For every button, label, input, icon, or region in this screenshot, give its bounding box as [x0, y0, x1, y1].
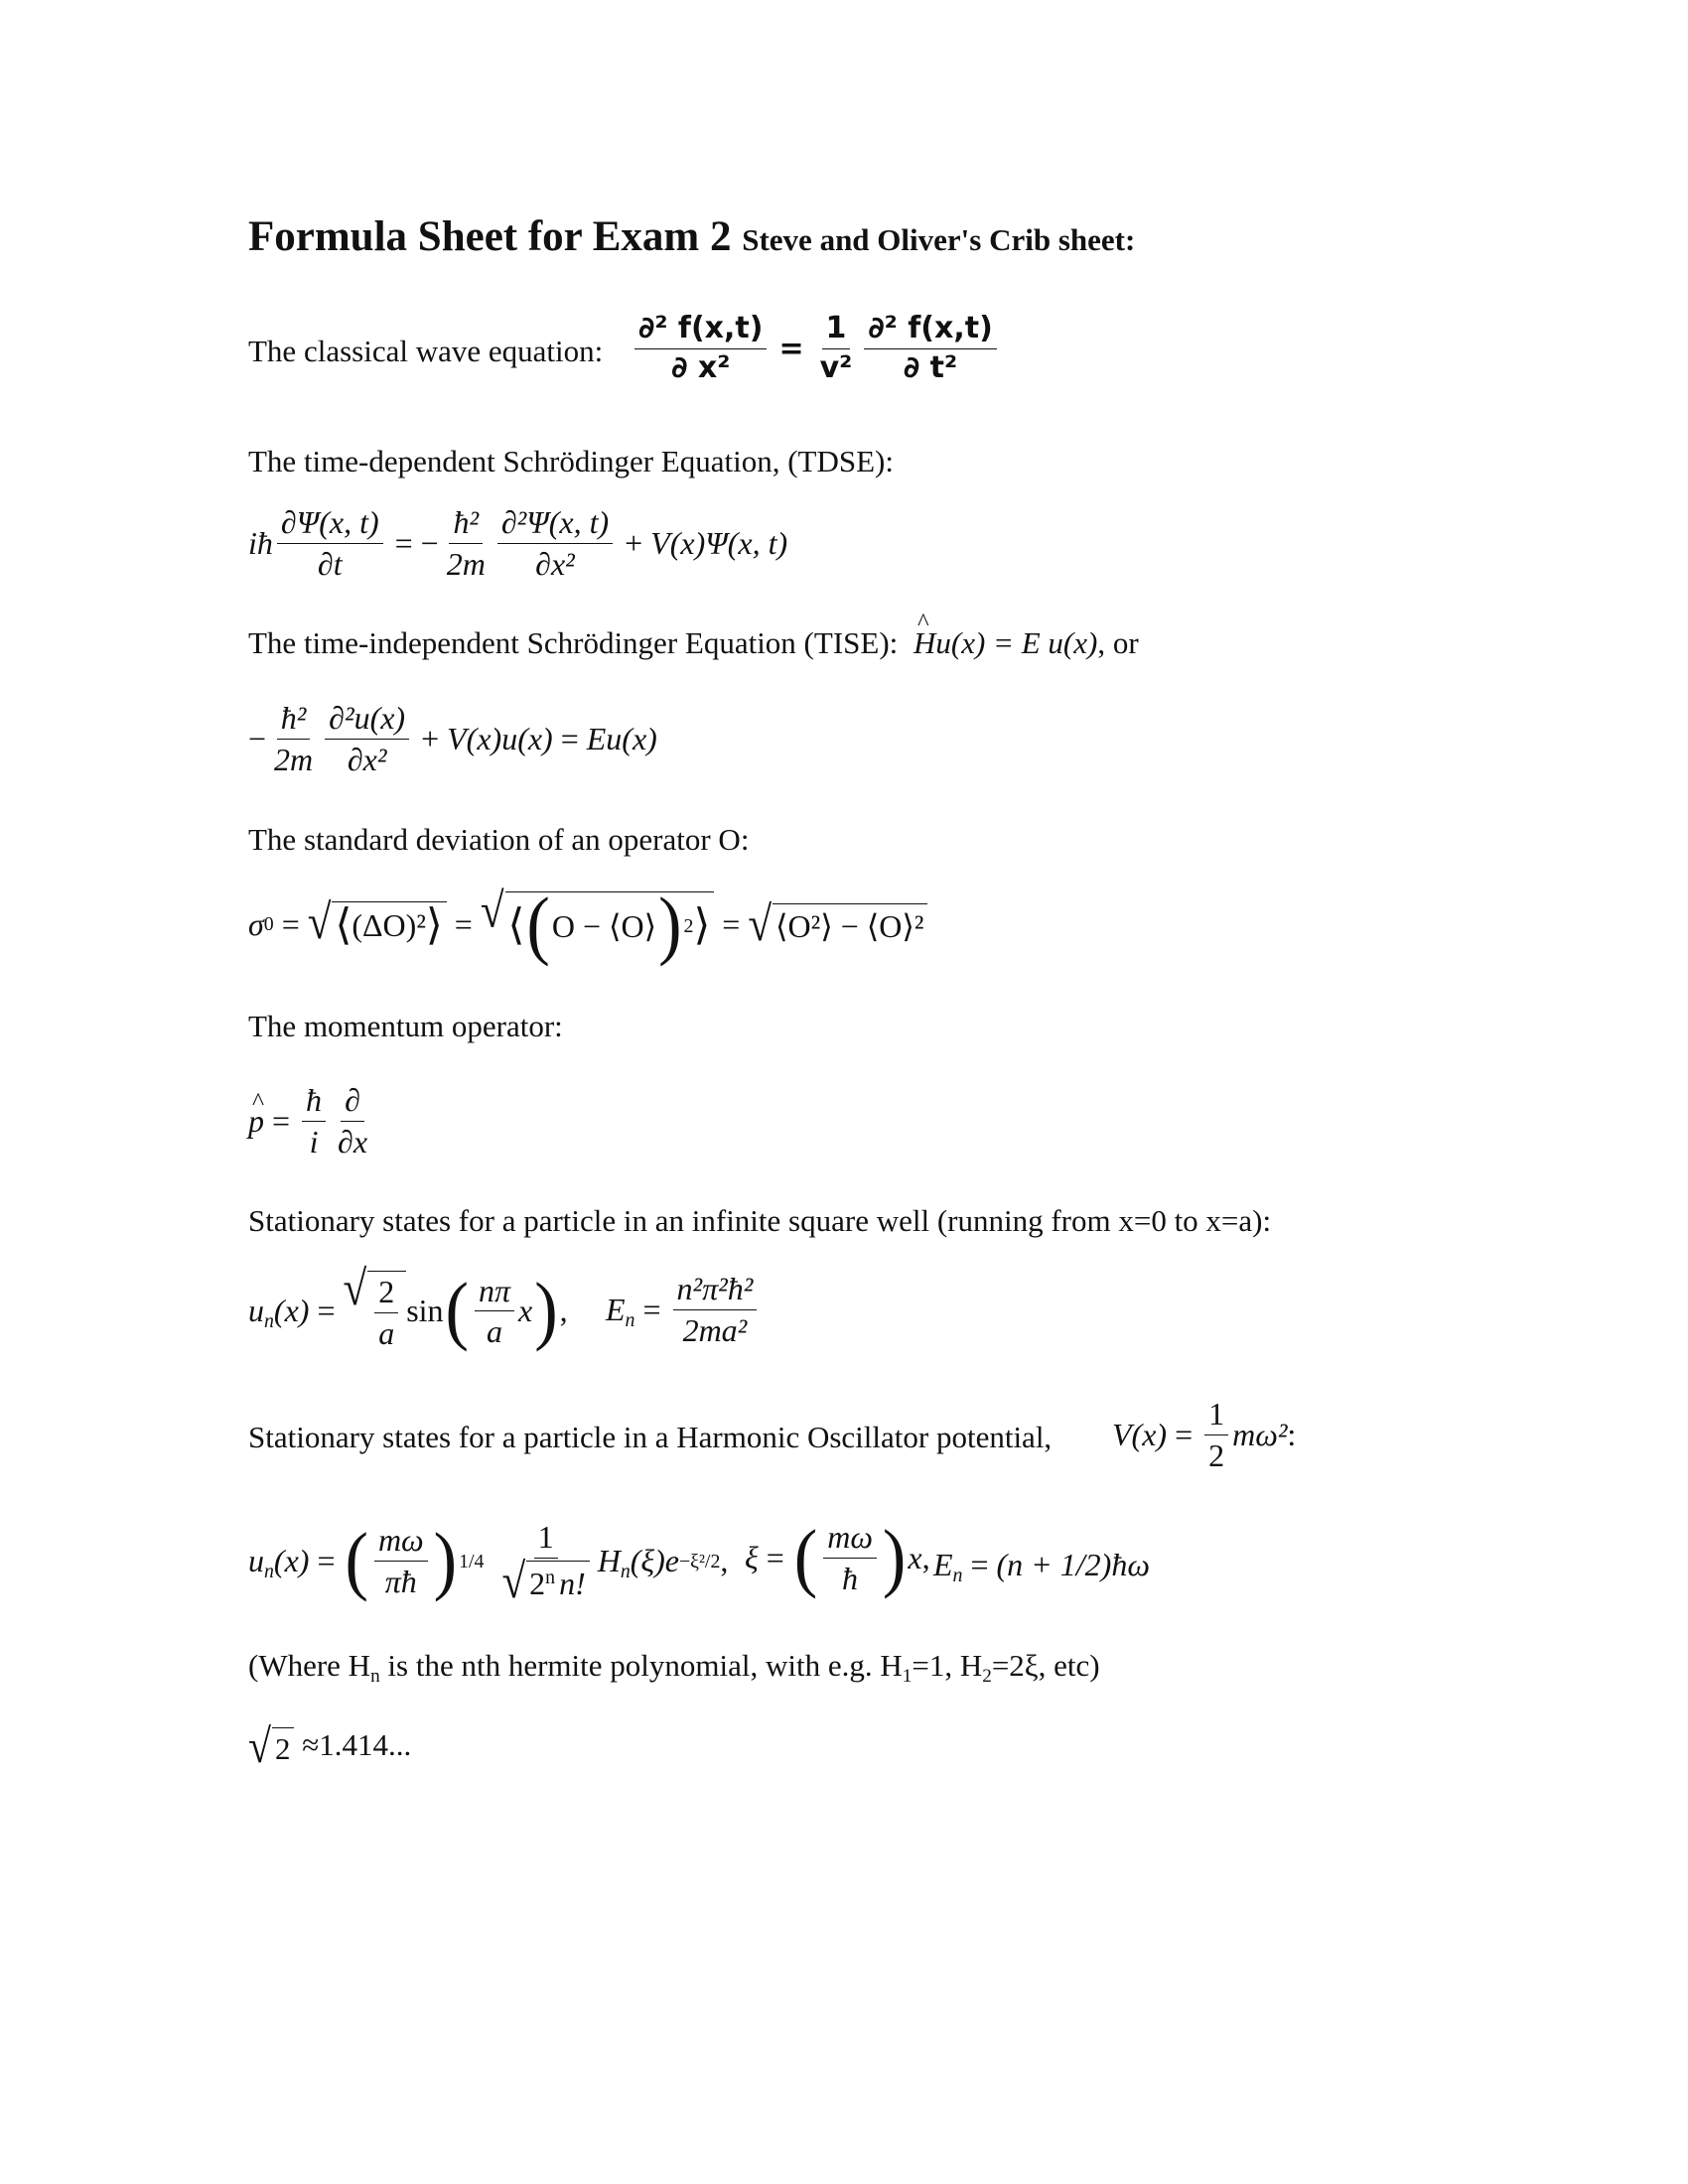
- page-title: [248, 212, 1135, 261]
- ho-xi: ξ = ( $\frac{m\omega}{ħ}$ ) x ,: [745, 1514, 930, 1600]
- std-dev-equation: σ 0 = √ ⟨ (ΔO)² ⟩ = √ ⟨ ( O − ⟨O⟩ ) 2 ⟩ = √ ⟨O²⟩ − ⟨O⟩²: [248, 891, 927, 957]
- sqrt2-value: ≈1.414...: [302, 1727, 412, 1763]
- tise-suffix: , or: [1097, 625, 1139, 660]
- momentum-label: The momentum operator:: [248, 1009, 563, 1043]
- tdse-equation: iħ $\frac{\partial\Psi(x, t)}{\partial t}$ = − $\frac{\text{ħ²}}{2m}$ $\frac{\text{∂²Ψ(x, t)}}{\text{∂x²}}$ + V(x)Ψ(x, t): [248, 504, 788, 582]
- isw-energy: $E_n$ = $\frac{\text{n²π²ħ²}}{\text{2ma²}}$: [606, 1271, 761, 1349]
- tdse-label: The time-dependent Schrödinger Equation, (TDSE):: [248, 444, 894, 478]
- tise-equation: − $\frac{\text{ħ²}}{2m}$ $\frac{\text{∂²u(x)}}{\text{∂x²}}$ + V(x)u(x) = Eu(x): [248, 700, 657, 777]
- subtitle-text: Steve and Oliver's Crib sheet:: [742, 222, 1136, 257]
- ho-wavefunction: $u_n(x)$ = ( $\frac{m\omega}{\pi ħ}$ ) 1/4 1 √ 2$^n$ n! $H_n(\xi)e$ −ξ²/2 ,: [248, 1517, 729, 1609]
- ho-label: Stationary states for a particle in a Harmonic Oscillator potential,: [248, 1420, 1053, 1454]
- h2-sub: 2: [982, 1665, 992, 1687]
- hermite-sub-n: n: [370, 1665, 380, 1687]
- title-text: Formula Sheet for Exam 2: [248, 213, 732, 260]
- h1-value: =1, H: [912, 1648, 983, 1683]
- hermite-note: [248, 1648, 1100, 1687]
- tise-label: The time-independent Schrödinger Equation (TISE):: [248, 625, 899, 660]
- h1-sub: 1: [902, 1665, 913, 1687]
- ho-energy: $E_n$ = (n + 1/2)ħω: [933, 1547, 1150, 1586]
- sqrt2-approx: √ 2 ≈1.414...: [248, 1720, 412, 1774]
- momentum-equation: ^ p = $\frac{ħ}{i}$ $\frac{\partial}{\partial x}$: [248, 1082, 375, 1160]
- hermite-note-text: (Where H: [248, 1648, 371, 1683]
- isw-label: Stationary states for a particle in an infinite square well (running from x=0 to x=a):: [248, 1203, 1272, 1238]
- std-dev-label: The standard deviation of an operator O:: [248, 822, 750, 857]
- ho-potential: V(x) = $\frac{1}{2}$ mω² :: [1112, 1396, 1297, 1473]
- classical-wave-equation: $\frac{\text{∂² f(x,t)}}{\text{∂ x²}}$ = $\frac{1}{\text{v²}}$ $\frac{\text{∂² f(x,t)}}{\text{∂ t²}}$: [631, 312, 1001, 385]
- h2-value: =2ξ, etc): [991, 1648, 1100, 1683]
- isw-wavefunction: $u_n(x)$ = √ $\frac{2}{a}$ sin ( $\frac{n\pi}{a}$ x ) ,: [248, 1262, 568, 1353]
- tise-label-line: The time-independent Schrödinger Equation (TISE): ^ Hu(x) = E u(x), or: [248, 625, 1139, 661]
- classical-wave-label: The classical wave equation:: [248, 334, 604, 368]
- hermite-note-rest: is the nth hermite polynomial, with e.g. H: [379, 1648, 903, 1683]
